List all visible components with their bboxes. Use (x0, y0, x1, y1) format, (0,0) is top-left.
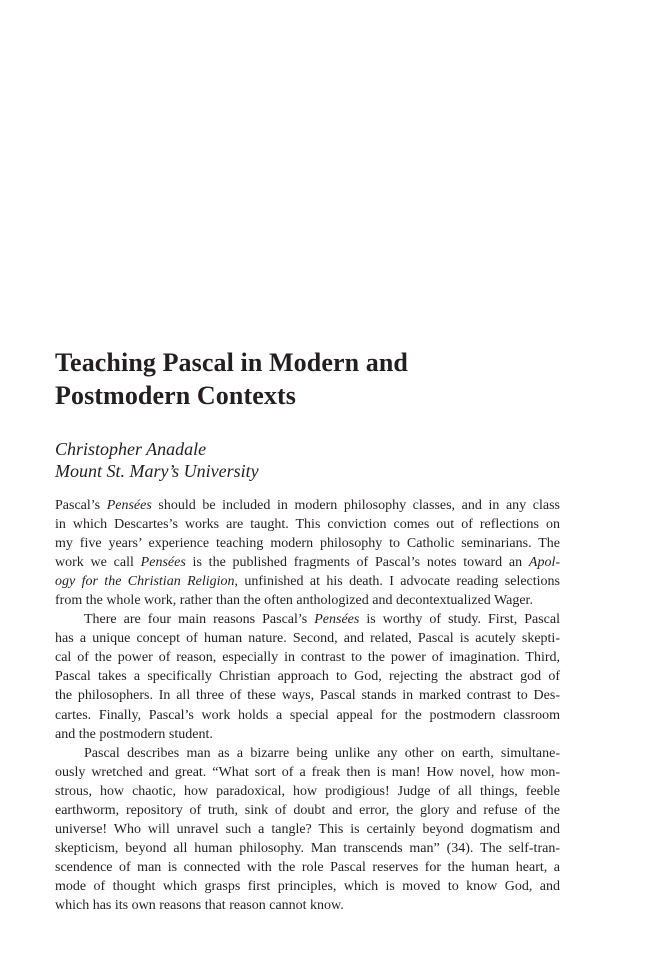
body-line: and the postmodern student. (55, 726, 213, 742)
body-line: earthworm, repository of truth, sink of doubt and error, the glory and refuse of the (55, 802, 560, 818)
italic-title: Apol- (528, 555, 560, 571)
body-line: scendence of man is connected with the role Pascal reserves for the human heart, a (55, 859, 560, 875)
body-line: mode of thought which grasps first principles, which is moved to know God, and (55, 878, 560, 894)
body-line: from the whole work, rather than the often anthologized and decontextualized Wager. (55, 593, 533, 609)
body-line: Pascal takes a specifically Christian approach to God, rejecting the abstract god of (55, 669, 560, 685)
body-line: cartes. Finally, Pascal’s work holds a special appeal for the postmodern classroom (55, 707, 560, 723)
body-line: Pascal describes man as a bizarre being unlike any other on earth, simultane- (84, 745, 560, 761)
body-line: strous, how chaotic, how paradoxical, how prodigious! Judge of all things, feeble (55, 783, 560, 799)
body-line: There are four main reasons Pascal’s Pensées is worthy of study. First, Pascal (84, 612, 560, 628)
body-line: ously wretched and great. “What sort of a freak then is man! How novel, how mon- (55, 764, 560, 780)
body-line: universe! Who will unravel such a tangle? This is certainly beyond dogmatism and (55, 821, 560, 837)
body-line: which has its own reasons that reason cannot know. (55, 897, 344, 913)
body-line: has a unique concept of human nature. Second, and related, Pascal is acutely skepti- (55, 631, 560, 647)
italic-title: Pensées (314, 612, 360, 628)
article-body (55, 496, 560, 915)
author-name: Christopher Anadale (55, 439, 207, 459)
article-title (55, 346, 560, 412)
body-line: in which Descartes’s works are taught. This conviction comes out of reflections on (55, 517, 560, 533)
body-line: skepticism, beyond all human philosophy. Man transcends man” (34). The self-tran- (55, 840, 560, 856)
article-title-line-1: Teaching Pascal in Modern and (55, 348, 408, 377)
body-line: the philosophers. In all three of these ways, Pascal stands in marked contrast to Des- (55, 688, 560, 704)
document-page (55, 0, 560, 975)
body-line: my five years’ experience teaching modern philosophy to Catholic seminarians. The (55, 536, 560, 552)
author-affiliation: Mount St. Mary’s University (55, 461, 259, 481)
italic-title: Pensées (106, 498, 152, 513)
body-line: work we call Pensées is the published fragments of Pascal’s notes toward an Apol- (55, 555, 560, 571)
byline (55, 438, 560, 482)
article-title-line-2: Postmodern Contexts (55, 381, 296, 410)
body-line: ogy for the Christian Religion, unfinished at his death. I advocate reading selections (55, 574, 560, 590)
body-line: cal of the power of reason, especially in contrast to the power of imagination. Third, (55, 650, 560, 666)
italic-title: Pensées (140, 555, 186, 571)
italic-title: ogy for the Christian Religion (55, 574, 235, 590)
body-line: Pascal’s Pensées should be included in modern philosophy classes, and in any class (55, 498, 560, 513)
